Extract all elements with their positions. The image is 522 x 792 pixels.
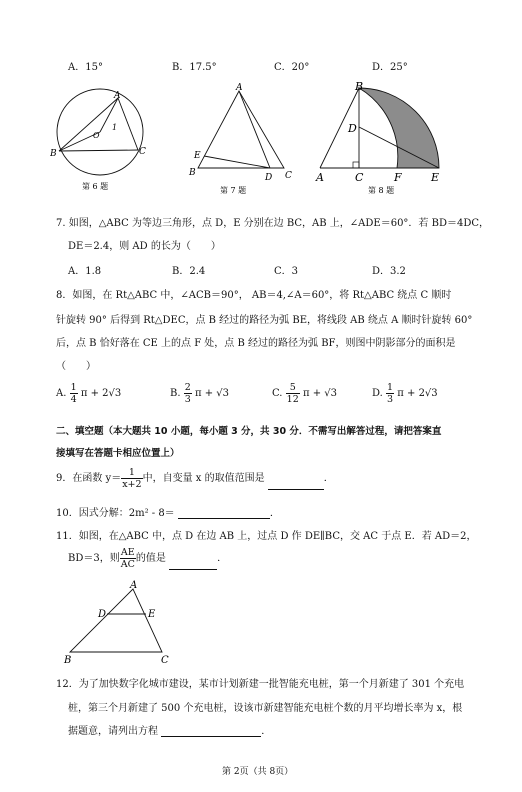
q11-line1: 11．如图，在△ABC 中，点 D 在边 AB 上，过点 D 作 DE∥BC，交 AC 于点 E．若 AD＝2，: [56, 531, 477, 542]
q10-line: 10．因式分解：2m² - 8＝ ．: [56, 508, 280, 519]
prev-option-d: D．25°: [372, 62, 408, 73]
q8-line4: （ ）: [56, 361, 96, 372]
section2-heading-line2: 接填写在答题卡相应位置上）: [56, 448, 180, 459]
q7-option-d: D．3.2: [372, 266, 406, 277]
fig8-label-f: F: [394, 171, 402, 184]
fig7-label-d: D: [265, 173, 273, 183]
q8-option-a: A. $\frac{1}{4}$ π + 2√3: [56, 382, 122, 405]
fig7-label-e: E: [194, 151, 201, 161]
fig6-caption: 第 6 题: [82, 182, 109, 191]
q12-line2: 桩，第三个月新建了 500 个充电桩，设该市新建智能充电桩个数的月平均增长率为 x，根: [68, 703, 463, 714]
fig8-label-e: E: [431, 171, 440, 184]
fig8-label-d: D: [348, 122, 357, 135]
fig8-shaded-region: [359, 88, 439, 168]
fig6-label-1: 1: [112, 123, 118, 132]
prev-option-b: B．17.5°: [172, 62, 217, 73]
q11-answer-blank[interactable]: [169, 558, 217, 570]
q8-option-b: B. $\frac{2}{3}$ π + √3: [170, 382, 229, 405]
page-footer: 第 2页（共 8页）: [222, 767, 294, 777]
section2-heading-line1: 二、填空题（本大题共 10 小题，每小题 3 分，共 30 分．不需写出解答过程，请把答案直: [56, 426, 442, 437]
fig11-label-a: A: [130, 580, 138, 591]
figure-11-triangle: [60, 580, 180, 666]
prev-option-a: A．15°: [68, 62, 103, 73]
fig8-caption: 第 8 题: [368, 186, 395, 194]
q7-option-a: A．1.8: [68, 266, 102, 277]
q12-line3: 据题意，请列出方程 ．: [68, 726, 272, 737]
q11-line2: BD＝3，则 $\frac{AE}{AC}$ 的值是 ．: [68, 547, 228, 570]
fig8-label-c: C: [355, 171, 364, 184]
figure-7-triangle: [186, 82, 298, 194]
q7-line1: 7. 如图，△ABC 为等边三角形，点 D，E 分别在边 BC，AB 上，∠ADE＝60°．若 BD＝4DC，: [56, 218, 490, 229]
q12-line1: 12．为了加快数字化城市建设，某市计划新建一批智能充电桩，第一个月新建了 301 个充电: [56, 679, 465, 690]
fig6-label-o: O: [93, 131, 100, 140]
fig11-label-b: B: [64, 655, 72, 666]
q9-line: 9．在函数 y＝ $\frac{1}{x+2}$ 中，自变量 x 的取值范围是 ．: [56, 467, 334, 490]
fig6-label-c: C: [139, 147, 146, 157]
q9-answer-blank[interactable]: [268, 478, 324, 490]
q7-option-c: C．3: [274, 266, 299, 277]
fig7-label-c: C: [285, 171, 292, 181]
fig11-label-c: C: [161, 655, 169, 666]
q12-answer-blank[interactable]: [161, 725, 261, 737]
q8-line1: 8．如图，在 Rt△ABC 中，∠ACB＝90°， AB＝4,∠A＝60°，将 Rt△ABC 绕点 C 顺时: [56, 290, 452, 301]
fig8-label-b: B: [355, 82, 364, 93]
figure-8-rotation: [312, 82, 447, 194]
fig11-label-e: E: [148, 609, 156, 620]
q8-line3: 后，点 B 恰好落在 CE 上的点 F 处，点 B 经过的路径为弧 BF，则图中阴影部分的面积是: [56, 338, 456, 349]
q8-option-d: D. $\frac{1}{3}$ π + 2√3: [372, 382, 438, 405]
fig7-label-b: B: [189, 168, 196, 178]
q7-option-b: B．2.4: [172, 266, 206, 277]
fig6-label-a: A: [114, 91, 121, 101]
figure-6-circle: [50, 88, 165, 193]
q10-answer-blank[interactable]: [178, 507, 270, 519]
fig6-label-b: B: [50, 149, 57, 159]
q8-line2: 针旋转 90° 后得到 Rt△DEC，点 B 经过的路径为弧 BE，将线段 AB 绕点 A 顺时针旋转 60°: [56, 315, 473, 326]
prev-option-c: C．20°: [274, 62, 310, 73]
fig7-label-a: A: [236, 83, 243, 93]
q7-line2: DE＝2.4，则 AD 的长为（ ）: [68, 241, 221, 252]
q8-option-c: C. $\frac{5}{12}$ π + √3: [272, 382, 337, 405]
fig11-label-d: D: [98, 609, 107, 620]
fig7-caption: 第 7 题: [220, 186, 247, 194]
fig8-label-a: A: [316, 171, 324, 184]
